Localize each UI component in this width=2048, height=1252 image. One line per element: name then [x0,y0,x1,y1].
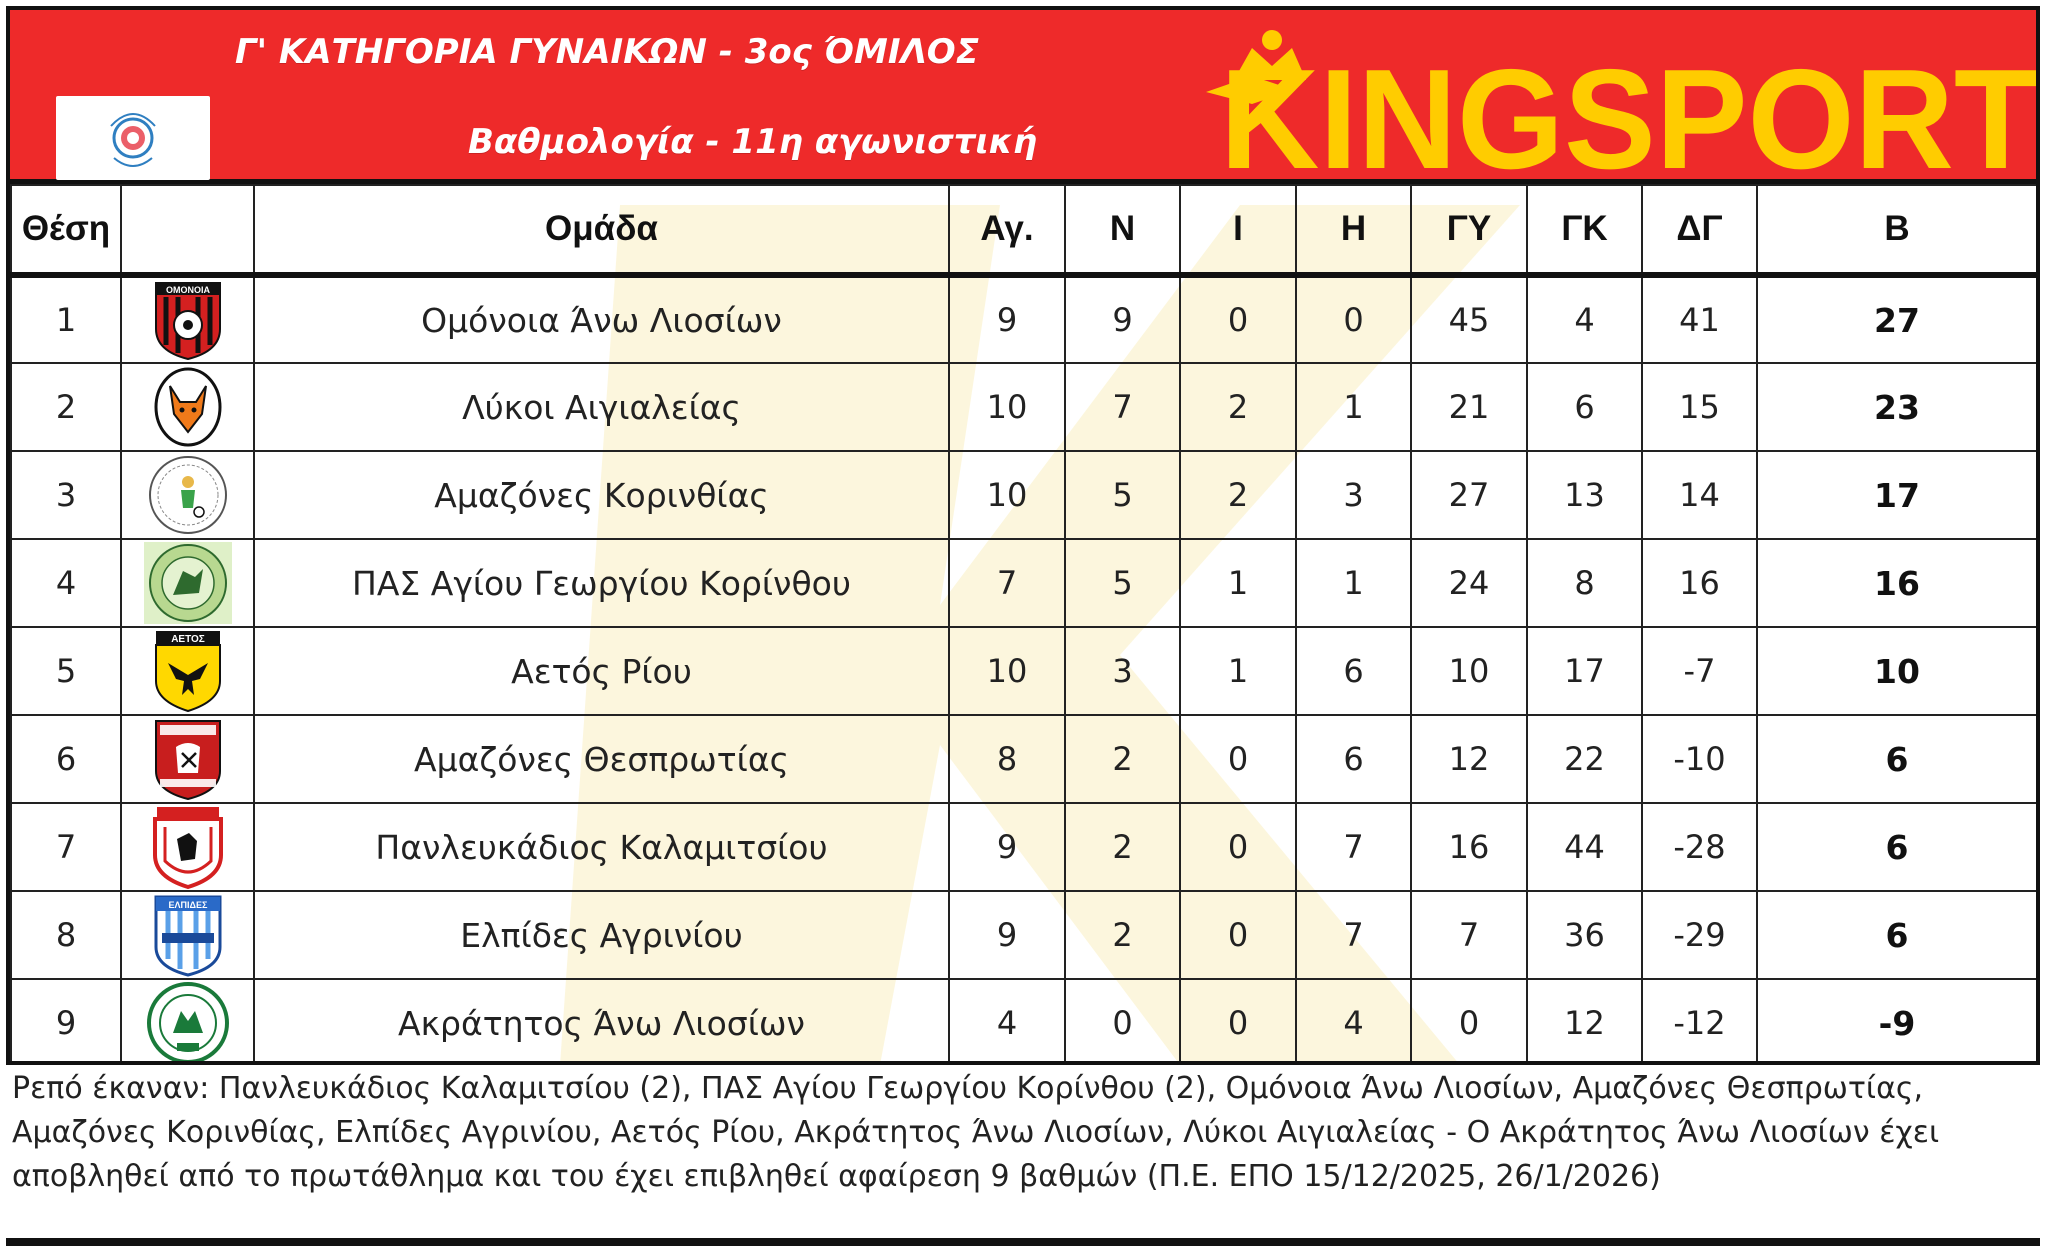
col-header-won: Ν [1065,185,1180,275]
crest-cell [121,979,254,1065]
points-cell: 6 [1757,891,2037,979]
played-cell: 7 [949,539,1065,627]
drawn-cell: 0 [1180,979,1296,1065]
team-name-cell: Αετός Ρίου [254,627,949,715]
goals-for-cell: 21 [1411,363,1527,451]
table-row [11,539,2037,627]
team-name-cell: Πανλευκάδιος Καλαμιτσίου [254,803,949,891]
lost-cell: 6 [1296,627,1411,715]
bottom-divider [6,1238,2040,1246]
points-cell: 6 [1757,715,2037,803]
team-name-cell: Ελπίδες Αγρινίου [254,891,949,979]
drawn-cell: 2 [1180,363,1296,451]
goals-against-cell: 4 [1527,275,1642,363]
won-cell: 2 [1065,891,1180,979]
lost-cell: 0 [1296,275,1411,363]
crest-label: ΑΕΤΟΣ [170,634,205,645]
won-cell: 0 [1065,979,1180,1065]
table-row [11,891,2037,979]
col-header-played: Αγ. [949,185,1065,275]
kingsport-logo [1194,26,2040,176]
table-row [11,275,2037,363]
goal-difference-cell: 16 [1642,539,1757,627]
goals-for-cell: 27 [1411,451,1527,539]
footnote-line: Ρεπό έκαναν: Πανλευκάδιος Καλαμιτσίου (2), ΠΑΣ Αγίου Γεωργίου Κορίνθου (2), Ομόνοια Άνω Λιοσίων, Αμαζόνες Θεσπρωτίας, [12,1071,1923,1106]
col-header-position: Θέση [11,185,121,275]
goals-against-cell: 12 [1527,979,1642,1065]
lost-cell: 6 [1296,715,1411,803]
played-cell: 9 [949,891,1065,979]
goals-for-cell: 12 [1411,715,1527,803]
team-name-cell: Λύκοι Αιγιαλείας [254,363,949,451]
goals-against-cell: 44 [1527,803,1642,891]
table-row [11,803,2037,891]
position-cell: 7 [11,803,121,891]
panlefkadios-crest-icon [149,805,227,889]
position-cell: 6 [11,715,121,803]
crest-cell [121,539,254,627]
footnote-line: Αμαζόνες Κορινθίας, Ελπίδες Αγρινίου, Αετός Ρίου, Ακράτητος Άνω Λιοσίων, Λύκοι Αιγιαλείας - Ο Ακράτητος Άνω Λιοσίων έχει [12,1115,1940,1150]
crest-cell [121,715,254,803]
col-header-crest [121,185,254,275]
womens-football-league-logo [56,96,210,180]
goal-difference-cell: -29 [1642,891,1757,979]
brand-name: KINGSPORT [1220,40,2038,176]
played-cell: 10 [949,451,1065,539]
points-cell: 10 [1757,627,2037,715]
played-cell: 10 [949,363,1065,451]
goal-difference-cell: -28 [1642,803,1757,891]
drawn-cell: 1 [1180,627,1296,715]
goals-against-cell: 6 [1527,363,1642,451]
won-cell: 3 [1065,627,1180,715]
played-cell: 9 [949,803,1065,891]
goals-against-cell: 17 [1527,627,1642,715]
goal-difference-cell: 15 [1642,363,1757,451]
col-header-team: Ομάδα [254,185,949,275]
played-cell: 9 [949,275,1065,363]
won-cell: 9 [1065,275,1180,363]
drawn-cell: 0 [1180,891,1296,979]
table-row [11,715,2037,803]
page-title: Γ' ΚΑΤΗΓΟΡΙΑ ΓΥΝΑΙΚΩΝ - 3ος ΌΜΙΛΟΣ [235,32,979,72]
points-cell: 17 [1757,451,2037,539]
lykoi-crest-icon [152,366,224,448]
drawn-cell: 1 [1180,539,1296,627]
table-header-row [11,185,2037,275]
position-cell: 2 [11,363,121,451]
goals-for-cell: 10 [1411,627,1527,715]
goals-against-cell: 8 [1527,539,1642,627]
womens-league-icon [56,96,210,180]
drawn-cell: 0 [1180,275,1296,363]
crest-label: ΟΜΟΝΟΙΑ [165,285,210,295]
lost-cell: 3 [1296,451,1411,539]
lost-cell: 1 [1296,539,1411,627]
lost-cell: 4 [1296,979,1411,1065]
goals-against-cell: 22 [1527,715,1642,803]
akratitos-crest-icon [145,981,231,1065]
elpides-agriniou-crest-icon [152,893,224,977]
points-cell: 6 [1757,803,2037,891]
position-cell: 4 [11,539,121,627]
goal-difference-cell: 14 [1642,451,1757,539]
won-cell: 5 [1065,539,1180,627]
played-cell: 4 [949,979,1065,1065]
team-name-cell: Ακράτητος Άνω Λιοσίων [254,979,949,1065]
col-header-goals-against: ΓΚ [1527,185,1642,275]
footnote [12,1067,2032,1199]
col-header-points: Β [1757,185,2037,275]
points-cell: 16 [1757,539,2037,627]
amazones-korinthias-crest-icon [145,454,231,536]
position-cell: 5 [11,627,121,715]
position-cell: 1 [11,275,121,363]
table-row [11,363,2037,451]
lost-cell: 1 [1296,363,1411,451]
position-cell: 3 [11,451,121,539]
points-cell: 23 [1757,363,2037,451]
drawn-cell: 2 [1180,451,1296,539]
position-cell: 8 [11,891,121,979]
goals-for-cell: 0 [1411,979,1527,1065]
won-cell: 7 [1065,363,1180,451]
drawn-cell: 0 [1180,715,1296,803]
lost-cell: 7 [1296,891,1411,979]
points-cell: -9 [1757,979,2037,1065]
played-cell: 8 [949,715,1065,803]
won-cell: 2 [1065,715,1180,803]
won-cell: 2 [1065,803,1180,891]
goal-difference-cell: -7 [1642,627,1757,715]
crest-label: ΕΛΠΙΔΕΣ [168,900,207,910]
crest-cell [121,627,254,715]
pas-agiou-georgiou-crest-icon [143,541,233,625]
points-cell: 27 [1757,275,2037,363]
table-row [11,979,2037,1065]
position-cell: 9 [11,979,121,1065]
header-banner [10,10,2036,184]
crest-cell [121,451,254,539]
omonoia-crest-icon [152,279,224,361]
played-cell: 10 [949,627,1065,715]
standings-graphic [6,6,2040,1065]
footnote-line: αποβληθεί από το πρωτάθλημα και του έχει επιβληθεί αφαίρεση 9 βαθμών (Π.Ε. ΕΠΟ 15/12/2025, 26/1/2026) [12,1159,1661,1194]
col-header-goal-difference: ΔΓ [1642,185,1757,275]
table-row [11,627,2037,715]
col-header-drawn: Ι [1180,185,1296,275]
goal-difference-cell: -12 [1642,979,1757,1065]
team-name-cell: Αμαζόνες Κορινθίας [254,451,949,539]
page-subtitle: Βαθμολογία - 11η αγωνιστική [468,122,1038,162]
goals-for-cell: 24 [1411,539,1527,627]
crest-cell [121,803,254,891]
goals-against-cell: 36 [1527,891,1642,979]
goal-difference-cell: -10 [1642,715,1757,803]
table-row [11,451,2037,539]
team-name-cell: Ομόνοια Άνω Λιοσίων [254,275,949,363]
amazones-thesprotias-crest-icon [152,717,224,801]
crest-cell [121,363,254,451]
team-name-cell: Αμαζόνες Θεσπρωτίας [254,715,949,803]
team-name-cell: ΠΑΣ Αγίου Γεωργίου Κορίνθου [254,539,949,627]
crest-cell [121,275,254,363]
standings-table [10,184,2038,1065]
crest-cell [121,891,254,979]
goals-for-cell: 7 [1411,891,1527,979]
aetos-riou-crest-icon [152,629,224,713]
goals-for-cell: 45 [1411,275,1527,363]
lost-cell: 7 [1296,803,1411,891]
goal-difference-cell: 41 [1642,275,1757,363]
col-header-lost: Η [1296,185,1411,275]
goals-against-cell: 13 [1527,451,1642,539]
won-cell: 5 [1065,451,1180,539]
goals-for-cell: 16 [1411,803,1527,891]
col-header-goals-for: ΓΥ [1411,185,1527,275]
drawn-cell: 0 [1180,803,1296,891]
